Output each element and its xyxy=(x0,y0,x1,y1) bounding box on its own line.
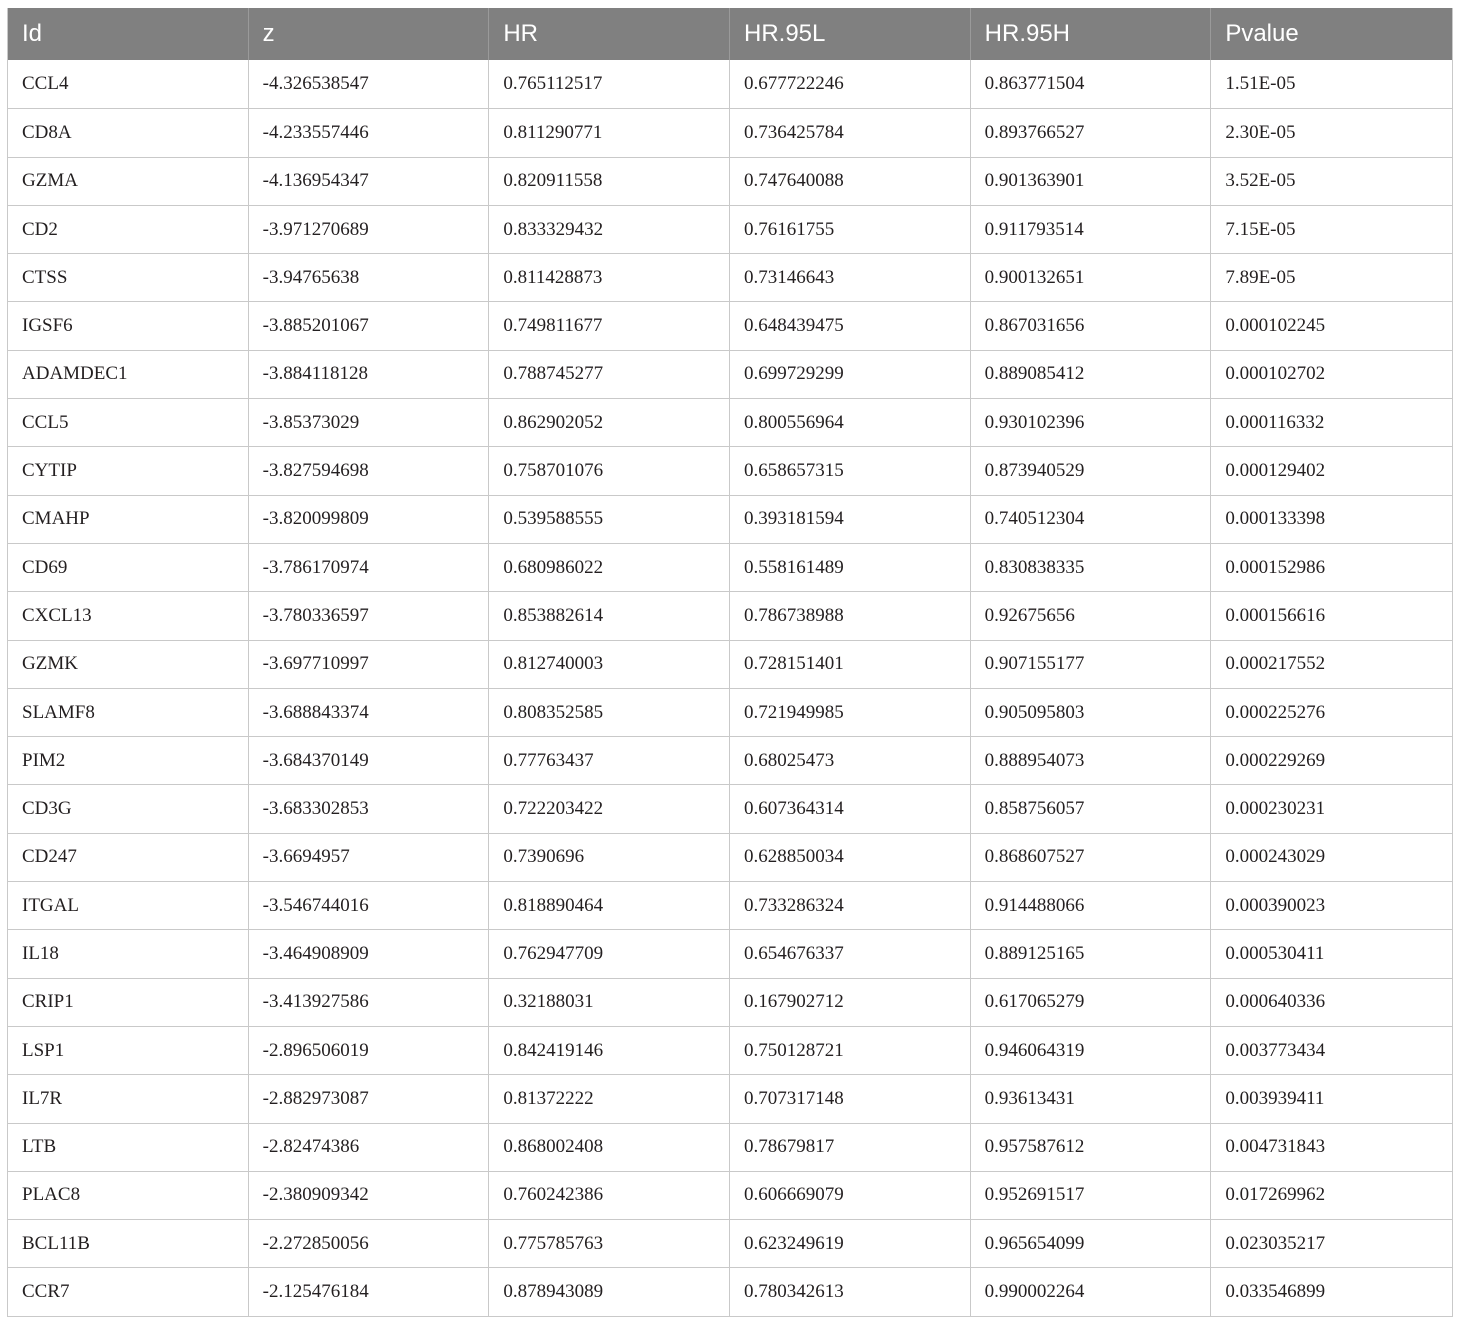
cell-hr: 0.842419146 xyxy=(489,1027,730,1074)
cell-hr: 0.81372222 xyxy=(489,1075,730,1122)
cell-hr: 0.862902052 xyxy=(489,399,730,446)
cell-hr-95l: 0.654676337 xyxy=(730,930,971,977)
cell-hr: 0.539588555 xyxy=(489,496,730,543)
cell-id: LSP1 xyxy=(8,1027,249,1074)
cell-z: -3.697710997 xyxy=(249,641,490,688)
cell-z: -3.85373029 xyxy=(249,399,490,446)
cell-id: GZMK xyxy=(8,641,249,688)
cell-z: -3.413927586 xyxy=(249,979,490,1026)
cell-hr-95l: 0.721949985 xyxy=(730,689,971,736)
cell-hr-95h: 0.92675656 xyxy=(971,592,1212,639)
cell-id: IL7R xyxy=(8,1075,249,1122)
cell-hr-95h: 0.952691517 xyxy=(971,1172,1212,1219)
cell-z: -3.971270689 xyxy=(249,206,490,253)
cell-hr: 0.749811677 xyxy=(489,302,730,349)
cell-hr-95l: 0.800556964 xyxy=(730,399,971,446)
cell-hr: 0.758701076 xyxy=(489,447,730,494)
cell-z: -3.6694957 xyxy=(249,834,490,881)
table-row xyxy=(8,591,1452,639)
cell-id: ADAMDEC1 xyxy=(8,351,249,398)
column-header-z: z xyxy=(249,8,490,60)
cell-z: -4.136954347 xyxy=(249,158,490,205)
cell-hr-95l: 0.167902712 xyxy=(730,979,971,1026)
cell-pvalue: 0.000230231 xyxy=(1225,798,1326,820)
cell-id: BCL11B xyxy=(8,1220,249,1267)
table-row xyxy=(8,640,1452,688)
cell-id: GZMA xyxy=(8,158,249,205)
column-header-pvalue: Pvalue xyxy=(1225,20,1299,47)
cell-z: -3.684370149 xyxy=(249,737,490,784)
column-header-hr: HR xyxy=(489,8,730,60)
cell-hr-95l: 0.677722246 xyxy=(730,60,971,108)
table-header xyxy=(8,8,1452,60)
cell-z: -3.885201067 xyxy=(249,302,490,349)
cell-id: CD69 xyxy=(8,544,249,591)
cell-z: -2.272850056 xyxy=(249,1220,490,1267)
cell-z: -3.786170974 xyxy=(249,544,490,591)
cell-hr: 0.77763437 xyxy=(489,737,730,784)
cell-pvalue: 0.000217552 xyxy=(1225,653,1326,675)
cell-pvalue: 0.000530411 xyxy=(1225,942,1325,964)
table-row xyxy=(8,495,1452,543)
column-header-hr-95h: HR.95H xyxy=(971,8,1212,60)
table-row xyxy=(8,978,1452,1026)
cell-pvalue: 0.004731843 xyxy=(1225,1136,1326,1158)
table-row xyxy=(8,833,1452,881)
cell-id: CTSS xyxy=(8,254,249,301)
cell-hr-95h: 0.905095803 xyxy=(971,689,1212,736)
cell-id: SLAMF8 xyxy=(8,689,249,736)
cell-hr-95h: 0.957587612 xyxy=(971,1124,1212,1171)
table-row xyxy=(8,543,1452,591)
cell-hr-95h: 0.617065279 xyxy=(971,979,1212,1026)
cell-hr-95l: 0.728151401 xyxy=(730,641,971,688)
cell-hr-95l: 0.648439475 xyxy=(730,302,971,349)
cell-hr: 0.680986022 xyxy=(489,544,730,591)
cell-hr: 0.878943089 xyxy=(489,1268,730,1315)
cell-hr: 0.808352585 xyxy=(489,689,730,736)
column-header-hr-95l: HR.95L xyxy=(730,8,971,60)
table-row xyxy=(8,205,1452,253)
cell-id: LTB xyxy=(8,1124,249,1171)
cell-id: CCL4 xyxy=(8,60,249,108)
cell-hr-95l: 0.68025473 xyxy=(730,737,971,784)
cell-hr: 0.7390696 xyxy=(489,834,730,881)
table-row xyxy=(8,784,1452,832)
cell-hr-95h: 0.889125165 xyxy=(971,930,1212,977)
table-row xyxy=(8,1171,1452,1219)
cell-z: -2.882973087 xyxy=(249,1075,490,1122)
table-row xyxy=(8,1026,1452,1074)
cell-hr: 0.765112517 xyxy=(489,60,730,108)
cell-hr-95l: 0.623249619 xyxy=(730,1220,971,1267)
cell-pvalue: 0.000156616 xyxy=(1225,604,1326,626)
cell-hr-95h: 0.901363901 xyxy=(971,158,1212,205)
cell-hr-95l: 0.707317148 xyxy=(730,1075,971,1122)
cell-z: -3.546744016 xyxy=(249,882,490,929)
cell-id: CD2 xyxy=(8,206,249,253)
cell-z: -2.125476184 xyxy=(249,1268,490,1315)
cell-z: -3.827594698 xyxy=(249,447,490,494)
cell-z: -3.884118128 xyxy=(249,351,490,398)
cell-hr-95h: 0.893766527 xyxy=(971,109,1212,156)
cell-id: CYTIP xyxy=(8,447,249,494)
cell-hr-95l: 0.658657315 xyxy=(730,447,971,494)
cell-hr-95h: 0.889085412 xyxy=(971,351,1212,398)
table-row xyxy=(8,688,1452,736)
cell-id: PLAC8 xyxy=(8,1172,249,1219)
cell-pvalue: 0.000152986 xyxy=(1225,556,1326,578)
table-row xyxy=(8,736,1452,784)
table-body xyxy=(8,60,1452,1316)
table-row xyxy=(8,881,1452,929)
cell-hr-95h: 0.911793514 xyxy=(971,206,1212,253)
cell-hr: 0.788745277 xyxy=(489,351,730,398)
cell-id: PIM2 xyxy=(8,737,249,784)
cell-hr: 0.868002408 xyxy=(489,1124,730,1171)
table-row xyxy=(8,108,1452,156)
table-row xyxy=(8,301,1452,349)
cell-hr-95h: 0.830838335 xyxy=(971,544,1212,591)
cell-z: -3.820099809 xyxy=(249,496,490,543)
cell-hr-95h: 0.868607527 xyxy=(971,834,1212,881)
cell-hr-95l: 0.606669079 xyxy=(730,1172,971,1219)
cell-hr-95h: 0.873940529 xyxy=(971,447,1212,494)
cell-hr: 0.762947709 xyxy=(489,930,730,977)
cell-pvalue: 0.003939411 xyxy=(1225,1087,1325,1109)
cell-hr: 0.811290771 xyxy=(489,109,730,156)
cell-hr-95h: 0.914488066 xyxy=(971,882,1212,929)
cell-hr-95l: 0.736425784 xyxy=(730,109,971,156)
cell-pvalue: 0.000102245 xyxy=(1225,315,1326,337)
cell-pvalue: 3.52E-05 xyxy=(1225,170,1296,192)
cell-pvalue: 0.003773434 xyxy=(1225,1039,1326,1061)
cell-hr-95l: 0.393181594 xyxy=(730,496,971,543)
cell-hr: 0.722203422 xyxy=(489,785,730,832)
cell-id: CD247 xyxy=(8,834,249,881)
cell-pvalue: 7.89E-05 xyxy=(1225,266,1296,288)
cell-pvalue: 7.15E-05 xyxy=(1225,218,1296,240)
cell-hr-95l: 0.733286324 xyxy=(730,882,971,929)
cell-id: CCR7 xyxy=(8,1268,249,1315)
table-row xyxy=(8,398,1452,446)
cell-hr-95h: 0.900132651 xyxy=(971,254,1212,301)
cell-z: -3.780336597 xyxy=(249,592,490,639)
cell-id: CMAHP xyxy=(8,496,249,543)
cell-hr: 0.812740003 xyxy=(489,641,730,688)
cell-hr-95h: 0.990002264 xyxy=(971,1268,1212,1315)
cell-id: ITGAL xyxy=(8,882,249,929)
cell-hr: 0.853882614 xyxy=(489,592,730,639)
cell-z: -3.464908909 xyxy=(249,930,490,977)
cell-hr-95l: 0.607364314 xyxy=(730,785,971,832)
table-row xyxy=(8,60,1452,108)
cell-z: -2.380909342 xyxy=(249,1172,490,1219)
cell-z: -3.683302853 xyxy=(249,785,490,832)
cell-z: -4.326538547 xyxy=(249,60,490,108)
cell-id: CXCL13 xyxy=(8,592,249,639)
cell-pvalue: 0.000229269 xyxy=(1225,749,1326,771)
cell-hr-95h: 0.740512304 xyxy=(971,496,1212,543)
cell-id: CD3G xyxy=(8,785,249,832)
results-table xyxy=(7,8,1453,1317)
cell-hr-95h: 0.858756057 xyxy=(971,785,1212,832)
cell-pvalue: 2.30E-05 xyxy=(1225,121,1296,143)
cell-hr-95h: 0.863771504 xyxy=(971,60,1212,108)
cell-hr-95l: 0.699729299 xyxy=(730,351,971,398)
cell-pvalue: 0.033546899 xyxy=(1225,1281,1326,1303)
column-header-id: Id xyxy=(8,8,249,60)
cell-hr-95h: 0.93613431 xyxy=(971,1075,1212,1122)
cell-pvalue: 0.017269962 xyxy=(1225,1184,1326,1206)
cell-hr: 0.833329432 xyxy=(489,206,730,253)
table-row xyxy=(8,350,1452,398)
cell-hr-95h: 0.888954073 xyxy=(971,737,1212,784)
cell-pvalue: 1.51E-05 xyxy=(1225,73,1296,95)
table-row xyxy=(8,1267,1452,1315)
cell-id: CD8A xyxy=(8,109,249,156)
cell-hr-95l: 0.558161489 xyxy=(730,544,971,591)
cell-hr-95h: 0.930102396 xyxy=(971,399,1212,446)
cell-id: IL18 xyxy=(8,930,249,977)
cell-hr-95l: 0.78679817 xyxy=(730,1124,971,1171)
table-row xyxy=(8,157,1452,205)
cell-hr-95l: 0.73146643 xyxy=(730,254,971,301)
cell-hr-95l: 0.750128721 xyxy=(730,1027,971,1074)
cell-id: CCL5 xyxy=(8,399,249,446)
cell-z: -3.94765638 xyxy=(249,254,490,301)
cell-z: -2.896506019 xyxy=(249,1027,490,1074)
cell-hr: 0.775785763 xyxy=(489,1220,730,1267)
cell-pvalue: 0.000640336 xyxy=(1225,991,1326,1013)
table-row xyxy=(8,929,1452,977)
cell-hr-95h: 0.946064319 xyxy=(971,1027,1212,1074)
table-row xyxy=(8,446,1452,494)
cell-hr-95h: 0.907155177 xyxy=(971,641,1212,688)
cell-pvalue: 0.023035217 xyxy=(1225,1232,1326,1254)
cell-z: -4.233557446 xyxy=(249,109,490,156)
table-row xyxy=(8,1219,1452,1267)
cell-hr-95l: 0.747640088 xyxy=(730,158,971,205)
cell-hr-95l: 0.786738988 xyxy=(730,592,971,639)
cell-z: -3.688843374 xyxy=(249,689,490,736)
cell-id: CRIP1 xyxy=(8,979,249,1026)
cell-pvalue: 0.000116332 xyxy=(1225,411,1325,433)
cell-hr: 0.811428873 xyxy=(489,254,730,301)
cell-hr: 0.820911558 xyxy=(489,158,730,205)
table-row xyxy=(8,1123,1452,1171)
cell-hr-95l: 0.628850034 xyxy=(730,834,971,881)
cell-pvalue: 0.000390023 xyxy=(1225,894,1326,916)
cell-hr-95l: 0.76161755 xyxy=(730,206,971,253)
cell-pvalue: 0.000102702 xyxy=(1225,363,1326,385)
cell-hr-95l: 0.780342613 xyxy=(730,1268,971,1315)
cell-hr-95h: 0.867031656 xyxy=(971,302,1212,349)
cell-id: IGSF6 xyxy=(8,302,249,349)
cell-pvalue: 0.000225276 xyxy=(1225,701,1326,723)
cell-pvalue: 0.000243029 xyxy=(1225,846,1326,868)
table-row xyxy=(8,1074,1452,1122)
cell-z: -2.82474386 xyxy=(249,1124,490,1171)
cell-pvalue: 0.000129402 xyxy=(1225,460,1326,482)
cell-hr: 0.32188031 xyxy=(489,979,730,1026)
cell-hr-95h: 0.965654099 xyxy=(971,1220,1212,1267)
table-row xyxy=(8,253,1452,301)
cell-hr: 0.760242386 xyxy=(489,1172,730,1219)
cell-pvalue: 0.000133398 xyxy=(1225,508,1326,530)
cell-hr: 0.818890464 xyxy=(489,882,730,929)
